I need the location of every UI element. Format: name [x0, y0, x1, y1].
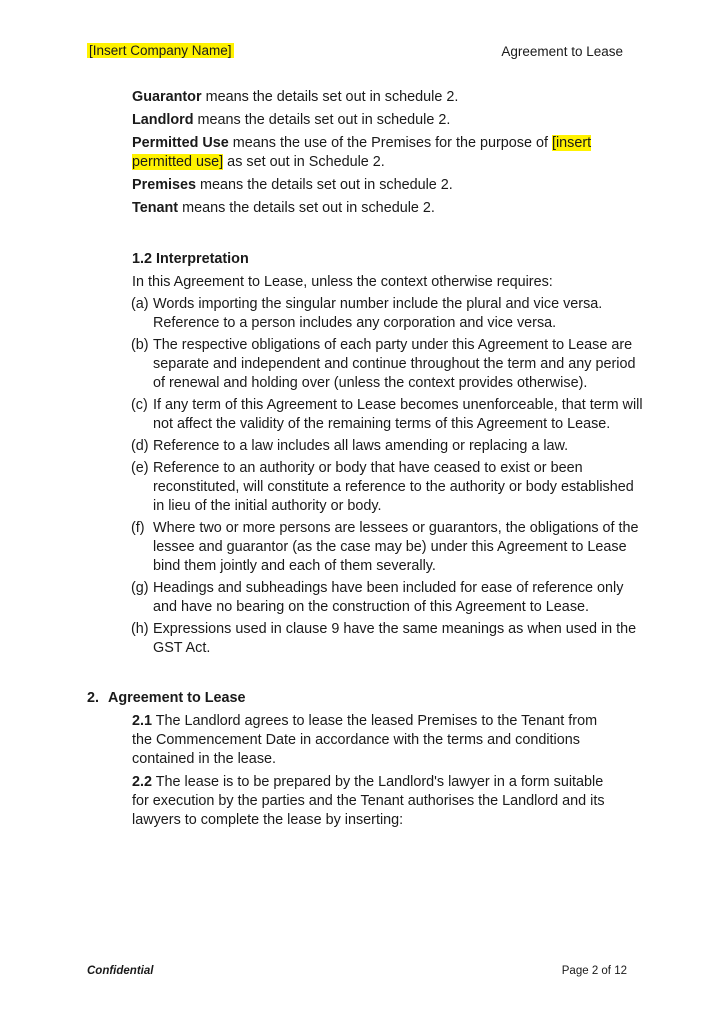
definition-text: as set out in Schedule 2.	[223, 154, 385, 170]
list-item-label: (a)	[131, 296, 149, 312]
clause-text: The Landlord agrees to lease the leased Premises to the Tenant from the Commencement Date in accordance with the terms and conditions contained in the lease.	[132, 713, 598, 767]
interpretation-heading: 1.2 Interpretation	[132, 251, 249, 267]
permitted-use-placeholder: [insert permitted use]	[132, 135, 592, 170]
clause-number: 2.1	[132, 713, 153, 729]
section-heading	[87, 689, 724, 708]
section-title: Agreement to Lease	[108, 690, 246, 706]
header-company-placeholder: [Insert Company Name]	[89, 43, 232, 58]
definition-text: means the details set out in schedule 2.	[201, 89, 459, 105]
definition-term: Guarantor	[132, 89, 202, 105]
definition-term: Premises	[132, 177, 197, 193]
list-item-label: (h)	[131, 621, 149, 637]
definition-guarantor	[132, 88, 604, 107]
list-item	[131, 519, 645, 576]
list-item-text: Expressions used in clause 9 have the same meanings as when used in the GST Act.	[153, 621, 637, 656]
list-item-text: Headings and subheadings have been included for ease of reference only and have no bearing on the construction of this Agreement to Lease.	[153, 580, 624, 615]
definition-term: Landlord	[132, 112, 194, 128]
list-item-label: (g)	[131, 580, 149, 596]
definition-landlord	[132, 111, 604, 130]
list-item	[131, 459, 645, 516]
list-item-label: (d)	[131, 438, 149, 454]
list-item	[131, 396, 645, 434]
clause-text: The lease is to be prepared by the Landlord's lawyer in a form suitable for execution by the parties and the Tenant authorises the Landlord and its lawyers to complete the lease by inserting:	[132, 774, 605, 828]
clause-paragraph	[132, 773, 616, 830]
section-number: 2.	[87, 690, 100, 706]
definition-text: means the details set out in schedule 2.	[196, 177, 453, 193]
footer-confidential: Confidential	[87, 965, 154, 977]
definition-tenant	[132, 199, 604, 218]
list-item-text: Words importing the singular number include the plural and vice versa. Reference to a person includes any corporation and vice versa.	[153, 296, 603, 331]
definition-term: Permitted Use	[132, 135, 229, 151]
clause-number: 2.2	[132, 774, 153, 790]
definition-term: Tenant	[132, 200, 179, 216]
list-item	[131, 620, 645, 658]
list-item-label: (f)	[131, 520, 145, 536]
footer-page-number: Page 2 of 12	[561, 965, 627, 977]
list-item-label: (c)	[131, 397, 148, 413]
list-item	[131, 295, 645, 333]
list-item-text: The respective obligations of each party under this Agreement to Lease are separate and independent and continue throughout the term and any period of renewal and holding over (unless the context provides otherwise).	[153, 337, 636, 391]
definition-premises	[132, 176, 604, 195]
definition-permitted-use	[132, 134, 604, 172]
definition-text: means the details set out in schedule 2.	[193, 112, 451, 128]
list-item-text: Reference to an authority or body that have ceased to exist or been reconstituted, will constitute a reference to the authority or body established in lieu of the initial authority or body.	[153, 460, 634, 514]
definitions-list	[132, 88, 604, 218]
clause-paragraph	[132, 712, 616, 769]
list-item-label: (b)	[131, 337, 149, 353]
list-item	[131, 336, 645, 393]
interpretation-list	[0, 295, 724, 658]
list-item-text: Where two or more persons are lessees or guarantors, the obligations of the lessee and guarantor (as the case may be) under this Agreement to Lease bind them jointly and each of them severally.	[153, 520, 639, 574]
list-item-text: Reference to a law includes all laws amending or replacing a law.	[153, 438, 569, 454]
definition-text: means the details set out in schedule 2.	[178, 200, 435, 216]
page-content	[0, 88, 724, 834]
definition-text: means the use of the Premises for the purpose of	[228, 135, 552, 151]
list-item-text: If any term of this Agreement to Lease becomes unenforceable, that term will not affect the validity of the remaining terms of this Agreement to Lease.	[153, 397, 643, 432]
list-item	[131, 579, 645, 617]
interpretation-intro: In this Agreement to Lease, unless the context otherwise requires:	[132, 274, 553, 290]
header-document-title: Agreement to Lease	[501, 44, 623, 59]
list-item	[131, 437, 645, 456]
list-item-label: (e)	[131, 460, 149, 476]
